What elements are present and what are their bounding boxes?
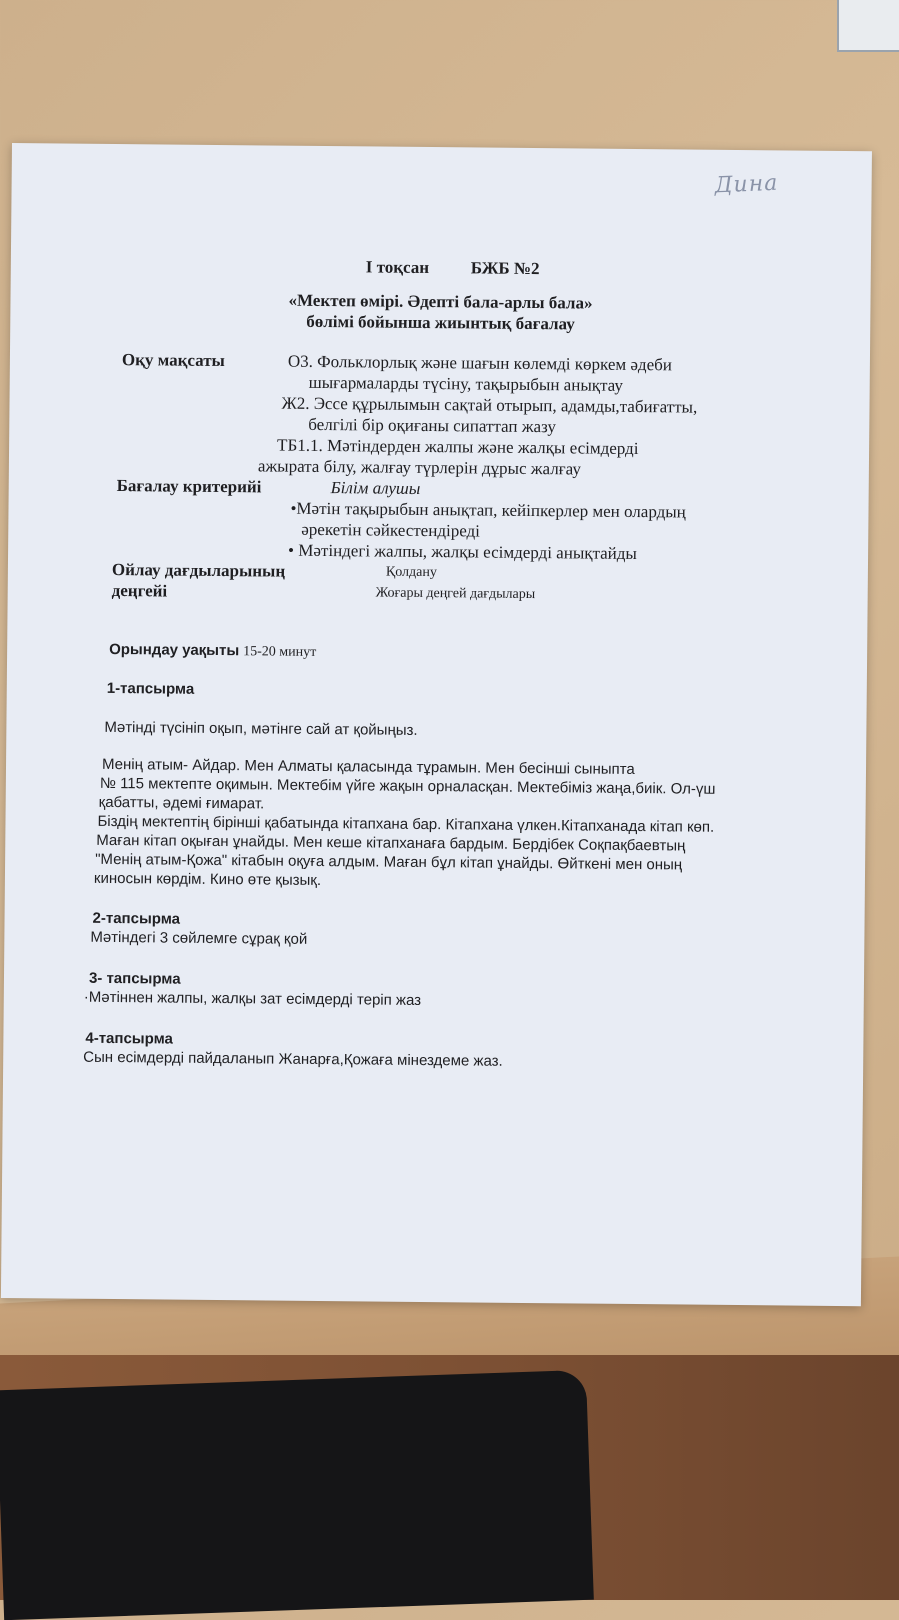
thinking-value: Қолдану xyxy=(385,564,437,581)
criteria-line: • Мәтіндегі жалпы, жалқы есімдерді анықтайды xyxy=(288,540,638,564)
objective-line: О3. Фольклорлық және шағын көлемді көркем әдеби xyxy=(287,351,673,375)
corner-object xyxy=(837,0,899,52)
title-line-2: бөлімі бойынша жиынтық бағалау xyxy=(306,311,575,334)
objectives-label: Оқу мақсаты xyxy=(121,350,225,371)
task1-text-line: Біздің мектептің бірінші қабатында кітапхана бар. Кітапхана үлкен.Кітапханада кітап көп. xyxy=(97,812,715,836)
task1-text-line: Маған кітап оқыған ұнайды. Мен кеше кітапханаға бардым. Бердібек Соқпақбаевтың xyxy=(96,831,686,855)
criteria-line: әрекетін сәйкестендіреді xyxy=(301,519,481,541)
criteria-line: •Мәтін тақырыбын анықтап, кейіпкерлер мен олардың xyxy=(290,498,686,522)
document-page xyxy=(1,143,872,1306)
task1-text-line: "Менің атым-Қожа" кітабын оқуға алдым. Маған бұл кітап ұнайды. Өйткені мен оның xyxy=(95,850,683,874)
objective-line: белгілі бір оқиғаны сипаттап жазу xyxy=(308,414,557,437)
time-row xyxy=(109,641,316,661)
task2-heading: 2-тапсырма xyxy=(92,909,181,928)
task1-text-line: қабатты, әдемі ғимарат. xyxy=(98,793,265,813)
objective-line: ажырата білу, жалғау түрлерін дұрыс жалғау xyxy=(257,456,581,479)
task3-text: ·Мәтіннен жалпы, жалқы зат есімдерді теріп жаз xyxy=(83,988,422,1009)
signature: Дина xyxy=(714,170,779,199)
objective-line: Ж2. Эссе құрылымын сақтай отырып, адамды,табиғатты, xyxy=(281,393,698,417)
task4-text: Сын есімдерді пайдаланып Жанарға,Қожаға мінездеме жаз. xyxy=(83,1048,503,1070)
objective-line: ТБ1.1. Мәтіндерден жалпы және жалқы есімдерді xyxy=(277,435,639,459)
criteria-subject: Білім алушы xyxy=(330,478,421,498)
time-value: 15-20 минут xyxy=(243,644,317,660)
objective-line: шығармаларды түсіну, тақырыбын анықтау xyxy=(308,372,623,395)
thinking-label: деңгейі xyxy=(111,580,168,601)
task1-heading: 1-тапсырма xyxy=(106,679,195,698)
task1-text-line: Менің атым- Айдар. Мен Алматы қаласында тұрамын. Мен бесінші сыныпта xyxy=(101,755,635,779)
assessment-number: БЖБ №2 xyxy=(470,258,540,279)
task1-instruction: Мәтінді түсініп оқып, мәтінге сай ат қойыңыз. xyxy=(104,718,418,739)
task1-text-line: № 115 мектепте оқимын. Мектебім үйге жақын орналасқан. Мектебіміз жаңа,биік. Ол-үш xyxy=(99,774,716,798)
task3-heading: 3- тапсырма xyxy=(88,969,181,988)
task4-heading: 4-тапсырма xyxy=(85,1029,173,1048)
quarter-label: І тоқсан xyxy=(365,257,430,278)
time-label: Орындау уақыты xyxy=(109,640,240,660)
thinking-value: Жоғары деңгей дағдылары xyxy=(375,585,536,603)
task1-text-line: киносын көрдім. Кино өте қызық. xyxy=(93,869,322,890)
thinking-label: Ойлау дағдыларының xyxy=(111,559,286,581)
criteria-label: Бағалау критерийі xyxy=(116,476,262,497)
title-line-1: «Мектеп өмірі. Әдепті бала-арлы бала» xyxy=(288,290,593,313)
dark-object xyxy=(0,1370,594,1620)
task2-text: Мәтіндегі 3 сөйлемге сұрақ қой xyxy=(90,928,308,948)
